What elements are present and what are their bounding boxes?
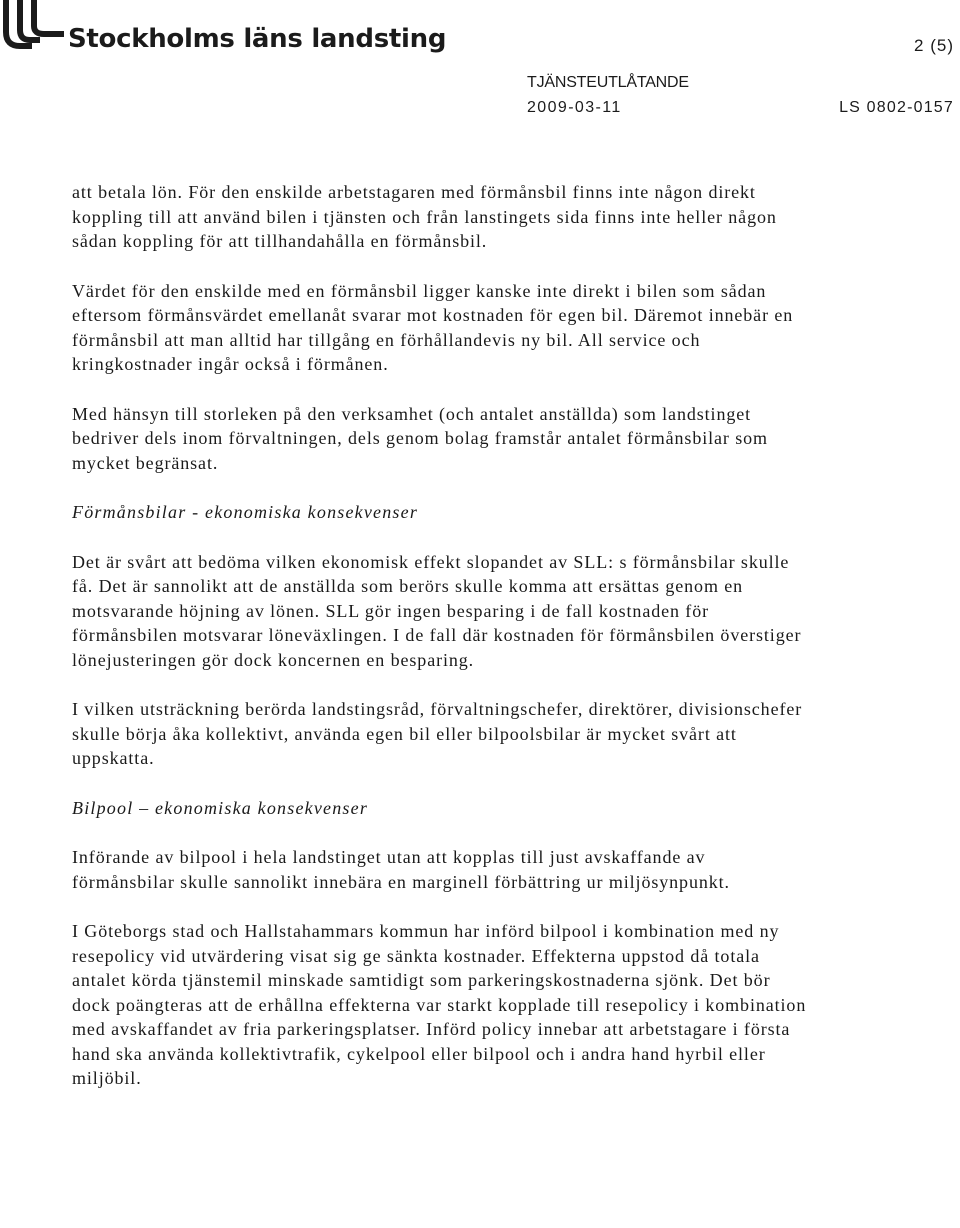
logo xyxy=(2,0,447,58)
page-number: 2 (5) xyxy=(914,36,954,55)
paragraph: Det är svårt att bedöma vilken ekonomisk effekt slopandet av SLL: s förmånsbilar skulle få. Det är sannolikt att de anställda som berörs skulle komma att ersättas genom en motsvarande höjning av lönen. SLL gör ingen besparing i de fall kostnaden för förmånsbilen motsvarar löneväxlingen. I de fall där kostnaden för förmånsbilen överstiger lönejusteringen gör dock koncernen en besparing. xyxy=(72,551,802,670)
section-heading: Bilpool – ekonomiska konsekvenser xyxy=(72,797,369,818)
section-heading: Förmånsbilar - ekonomiska konsekvenser xyxy=(72,502,419,522)
paragraph: Införande av bilpool i hela landstinget utan att kopplas till just avskaffande av förmånsbilar skulle sannolikt innebära en marginell förbättring ur miljösynpunkt. xyxy=(72,847,730,892)
sll-logo-icon xyxy=(2,0,66,52)
logo-text: Stockholms läns landsting xyxy=(68,24,447,54)
document-date: 2009-03-11 xyxy=(527,99,622,116)
paragraph: Med hänsyn till storleken på den verksamhet (och antalet anställda) som landstinget bedriver dels inom förvaltningen, dels genom bolag framstår antalet förmånsbilar som mycket begränsat. xyxy=(72,403,768,473)
paragraph: Värdet för den enskilde med en förmånsbil ligger kanske inte direkt i bilen som sådan eftersom förmånsvärdet emellanåt svarar mot kostnaden för egen bil. Däremot innebär en förmånsbil att man alltid har tillgång en förhållandevis ny bil. All service och kringkostnader ingår också i förmånen. xyxy=(72,280,794,374)
document-reference: LS 0802-0157 xyxy=(839,99,954,116)
paragraph: I vilken utsträckning berörda landstingsråd, förvaltningschefer, direktörer, divisionschefer skulle börja åka kollektivt, använda egen bil eller bilpoolsbilar är mycket svårt att uppskatta. xyxy=(72,699,803,768)
page-header xyxy=(0,0,960,116)
paragraph: att betala lön. För den enskilde arbetstagaren med förmånsbil finns inte någon direkt koppling till att använd bilen i tjänsten och från lanstingets sida finns inte heller någon sådan koppling för att tillhandahålla en förmånsbil. xyxy=(72,182,777,251)
document-type: TJÄNSTEUTLÅTANDE xyxy=(527,74,689,91)
paragraph: I Göteborgs stad och Hallstahammars kommun har införd bilpool i kombination med ny resepolicy vid utvärdering visat sig ge sänkta kostnader. Effekterna uppstod då totala antalet körda tjänstemil minskade samtidigt som parkeringskostnaderna sjönk. Det bör dock poängteras att de erhållna effekterna var starkt kopplade till resepolicy i kombination med avskaffandet av fria parkeringsplatser. Införd policy innebar att arbetstagare i första hand ska använda kollektivtrafik, cykelpool eller bilpool och i andra hand hyrbil eller miljöbil. xyxy=(72,921,807,1088)
document-body xyxy=(72,180,812,1116)
